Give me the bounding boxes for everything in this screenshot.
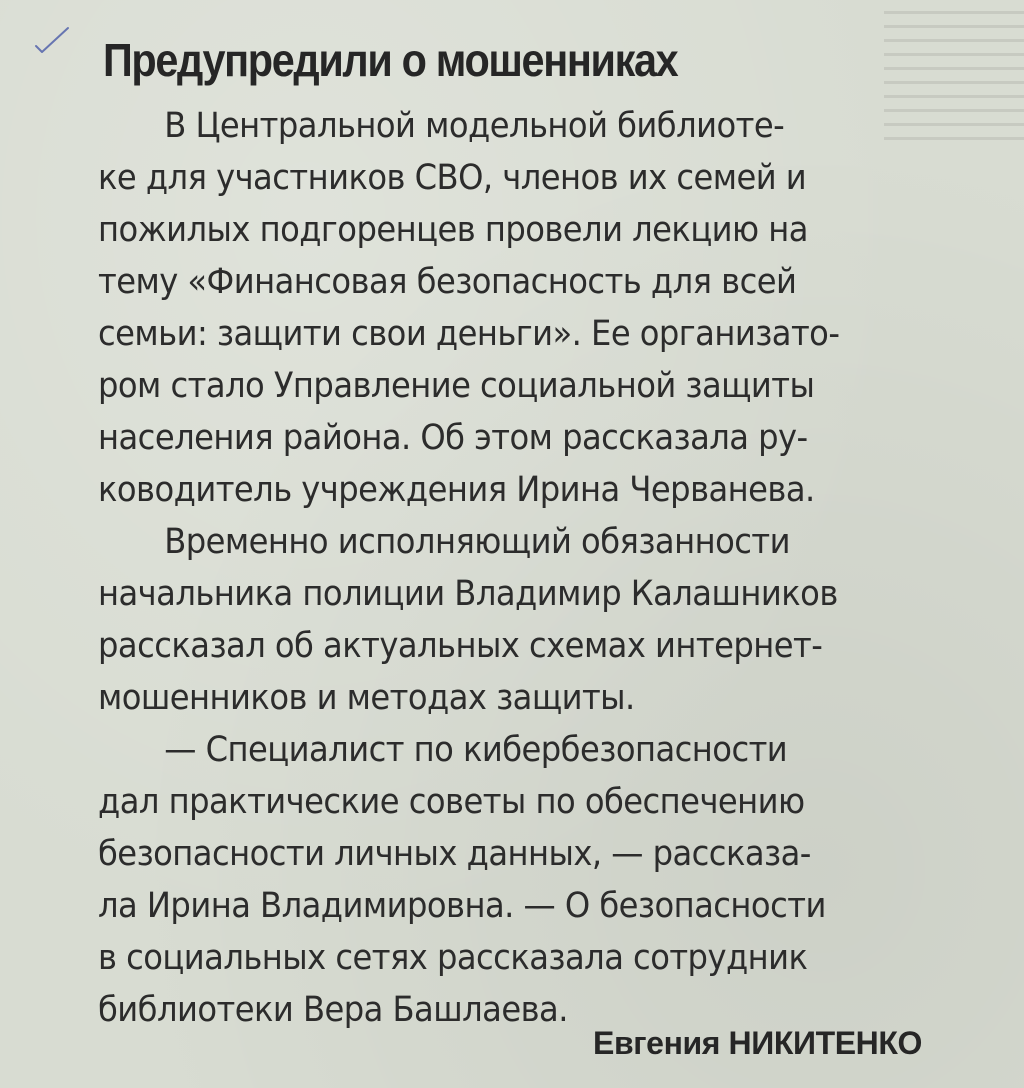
article-line: ководитель учреждения Ирина Черванева. <box>98 470 815 510</box>
article-line: библиотеки Вера Башлаева. <box>98 990 568 1030</box>
article-line: в социальных сетях рассказала сотрудник <box>98 938 808 978</box>
article-line: пожилых подгоренцев провели лекцию на <box>98 210 808 250</box>
pen-check-mark-icon <box>32 22 72 62</box>
article-line: начальника полиции Владимир Калашников <box>98 574 838 614</box>
article-line: ла Ирина Владимировна. — О безопасности <box>98 886 826 926</box>
article-line: тему «Финансовая безопасность для всей <box>98 262 797 302</box>
article-line: дал практические советы по обеспечению <box>98 782 805 822</box>
article-line: безопасности личных данных, — рассказа- <box>98 834 811 874</box>
article-headline: Предупредили о мошенниках <box>103 34 678 86</box>
article-line: ром стало Управление социальной защиты <box>98 366 815 406</box>
author-byline: Евгения НИКИТЕНКО <box>593 1025 922 1061</box>
article-line: ке для участников СВО, членов их семей и <box>98 158 807 198</box>
article-line: населения района. Об этом рассказала ру- <box>98 418 808 458</box>
article-line: — Специалист по кибербезопасности <box>164 730 788 770</box>
article-line: рассказал об актуальных схемах интернет- <box>98 626 823 666</box>
article-line: Временно исполняющий обязанности <box>164 522 790 562</box>
article-line: семьи: защити свои деньги». Ее организато- <box>98 314 840 354</box>
article-line: мошенников и методах защиты. <box>98 678 635 718</box>
article-body <box>98 100 928 1036</box>
article-line: В Центральной модельной библиоте- <box>164 106 785 146</box>
